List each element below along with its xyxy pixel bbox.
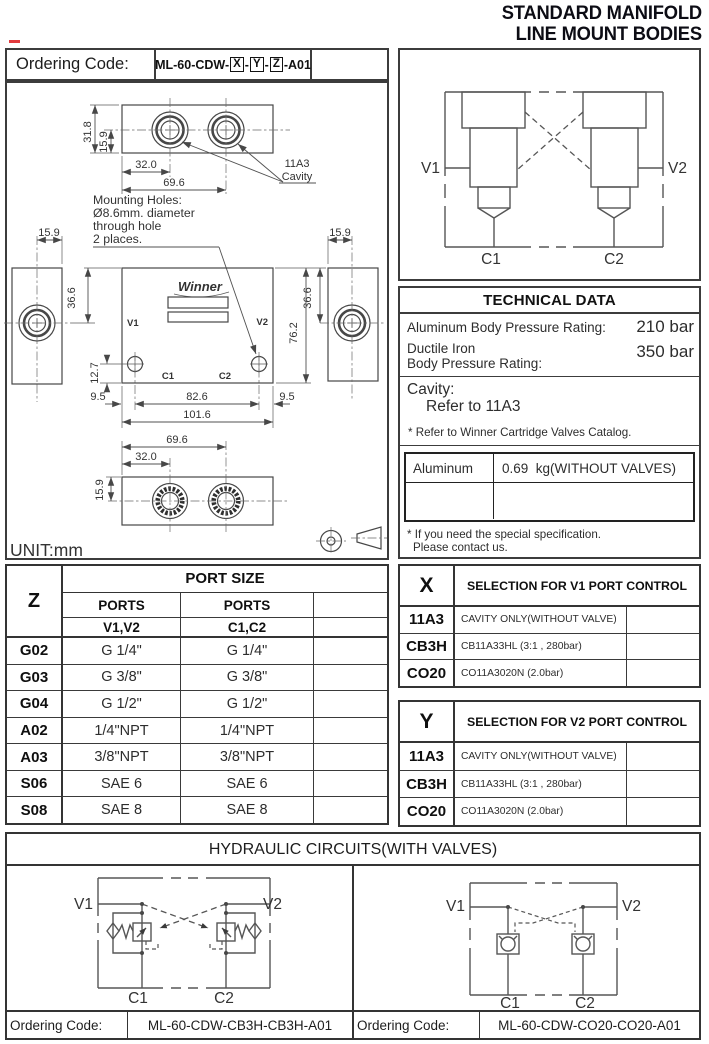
ordering-code-footer	[7, 1010, 699, 1038]
option-code: 11A3	[400, 607, 455, 633]
empty-cell	[314, 744, 387, 770]
aluminum-pressure-label: Aluminum Body Pressure Rating:	[407, 320, 606, 335]
empty-cell	[314, 593, 387, 617]
unit-label: UNIT:mm	[10, 540, 83, 560]
right-circuit-v2: V2	[622, 898, 641, 915]
port-value: 3/8"NPT	[181, 744, 314, 770]
port-size-title: PORT SIZE	[63, 566, 387, 593]
empty-cell	[627, 771, 699, 798]
empty-cell	[627, 660, 699, 686]
weight-row-empty	[406, 482, 693, 519]
cavity-circuit-panel	[398, 48, 701, 281]
port-value: 1/4"NPT	[63, 718, 181, 744]
option-code: CB3H	[400, 634, 455, 660]
weight-material: Aluminum	[406, 454, 494, 482]
winner-logo: Winner	[178, 279, 222, 294]
divider	[400, 376, 699, 377]
port-value: G 3/8"	[63, 665, 181, 691]
col2-header: PORTS	[181, 593, 314, 617]
port-value: G 1/4"	[63, 638, 181, 664]
front-port-c2: C2	[218, 371, 232, 382]
x-table-corner: X	[400, 566, 455, 605]
port-value: SAE 6	[63, 771, 181, 797]
ordering-code-sep2: -	[264, 57, 269, 72]
empty-cell	[314, 618, 387, 636]
table-row	[63, 744, 387, 771]
port-value: 1/4"NPT	[181, 718, 314, 744]
table-header-row	[400, 702, 699, 743]
mounting-note-line1: Mounting Holes:	[93, 193, 182, 207]
port-size-table	[5, 564, 389, 825]
z-code: S08	[20, 801, 48, 819]
cavity-circuit-c1: C1	[481, 251, 501, 268]
ordering-label-right: Ordering Code:	[354, 1012, 480, 1038]
weight-value: 0.69 kg(WITHOUT VALVES)	[502, 460, 677, 476]
port-value: SAE 6	[181, 771, 314, 797]
option-desc: CO11A3020N (2.0bar)	[455, 798, 627, 825]
empty-cell	[627, 798, 699, 825]
cavity-label: Cavity:	[407, 381, 455, 398]
ductile-pressure-value: 350 bar	[636, 342, 694, 361]
table-row	[400, 771, 699, 799]
y-selection-table	[398, 700, 701, 827]
option-code: CB3H	[400, 771, 455, 798]
empty-cell	[314, 797, 387, 823]
x-table-title: SELECTION FOR V1 PORT CONTROL	[467, 578, 687, 593]
weight-material-empty	[406, 483, 494, 519]
cavity-value: Refer to 11A3	[426, 398, 521, 415]
table-row	[400, 743, 699, 771]
z-code: G04	[7, 691, 61, 718]
empty-cell	[314, 665, 387, 691]
right-circuit-c2: C2	[575, 995, 595, 1012]
front-port-c1: C1	[161, 371, 175, 382]
divider	[400, 445, 699, 446]
table-row	[400, 798, 699, 825]
mounting-note-line4: 2 places.	[93, 232, 143, 246]
hydraulic-circuits-panel	[5, 832, 701, 1040]
z-code: A02	[7, 718, 61, 745]
dim-edge-right: 9.5	[279, 391, 295, 403]
z-column-header: Z	[7, 566, 61, 638]
aluminum-pressure-value: 210 bar	[636, 317, 694, 336]
mounting-note-line2: Ø8.6mm. diameter	[93, 206, 195, 220]
front-port-v2: V2	[256, 317, 268, 328]
dim-holes-span: 82.6	[186, 391, 208, 403]
cavity-circuit-v1: V1	[421, 160, 440, 177]
weight-row	[406, 454, 693, 482]
table-row	[63, 691, 387, 718]
z-code: G02	[7, 638, 61, 665]
hydraulic-circuits-title: HYDRAULIC CIRCUITS(WITH VALVES)	[7, 834, 699, 866]
dim-upper-right: 36.6	[302, 287, 314, 309]
dim-bottom-height-half: 15.9	[94, 479, 106, 501]
table-row	[63, 665, 387, 692]
hydraulic-circuits-body	[7, 866, 699, 1010]
option-desc: CAVITY ONLY(WITHOUT VALVE)	[455, 607, 627, 633]
y-table-title: SELECTION FOR V2 PORT CONTROL	[467, 714, 687, 729]
ductile-label-line2: Body Pressure Rating:	[407, 356, 543, 371]
left-circuit-c2: C2	[214, 990, 234, 1007]
table-row	[63, 638, 387, 665]
dim-top-width: 69.6	[163, 177, 185, 189]
page-title	[502, 3, 702, 44]
ordering-code-z: Z	[270, 57, 283, 72]
ordering-code-label: Ordering Code:	[7, 50, 156, 79]
page-title-line2: LINE MOUNT BODIES	[515, 22, 702, 45]
special-note-line2: Please contact us.	[413, 541, 508, 554]
mounting-note-line3: through hole	[93, 219, 162, 233]
ordering-code-left: ML-60-CDW-CB3H-CB3H-A01	[128, 1012, 354, 1038]
dim-side-left: 15.9	[38, 227, 60, 239]
table-row	[63, 771, 387, 798]
empty-cell	[314, 718, 387, 744]
left-circuit-v1: V1	[74, 896, 93, 913]
ordering-code-box	[5, 48, 389, 81]
ordering-code-right: ML-60-CDW-CO20-CO20-A01	[498, 1017, 681, 1033]
empty-cell	[314, 691, 387, 717]
ordering-code-suffix: -A01	[283, 57, 311, 72]
dim-top-width-half: 32.0	[135, 159, 157, 171]
port-value: G 1/4"	[181, 638, 314, 664]
y-table-corner: Y	[400, 702, 455, 741]
port-value: G 3/8"	[181, 665, 314, 691]
ordering-label-left: Ordering Code:	[7, 1012, 128, 1038]
dim-edge-left: 9.5	[90, 391, 106, 403]
col1-header: PORTS	[63, 593, 181, 617]
empty-cell	[627, 743, 699, 770]
option-desc: CB11A33HL (3:1 , 280bar)	[455, 771, 627, 798]
weight-table	[404, 452, 695, 522]
z-code: G03	[7, 665, 61, 692]
ordering-code-sep1: -	[244, 57, 249, 72]
table-row	[63, 593, 387, 618]
col1-subheader: V1,V2	[63, 618, 181, 636]
dim-side-right: 15.9	[329, 227, 351, 239]
circuit-cell-left	[7, 866, 354, 1010]
ordering-code-y: Y	[250, 57, 264, 72]
page-title-line1: STANDARD MANIFOLD	[501, 2, 702, 24]
option-desc: CB11A33HL (3:1 , 280bar)	[455, 634, 627, 660]
special-note-line1: * If you need the special specification.	[407, 528, 601, 541]
port-value: 3/8"NPT	[63, 744, 181, 770]
col2-subheader: C1,C2	[181, 618, 314, 636]
ordering-code-empty-cell	[312, 50, 387, 79]
table-row	[63, 618, 387, 638]
cavity-circuit-v2: V2	[668, 160, 687, 177]
cavity-callout-line1: 11A3	[284, 158, 310, 170]
front-port-v1: V1	[127, 318, 139, 329]
option-code: CO20	[400, 798, 455, 825]
empty-cell	[627, 634, 699, 660]
cavity-circuit-c2: C2	[604, 251, 624, 268]
table-header-row	[400, 566, 699, 607]
technical-drawing-panel	[5, 81, 389, 560]
ordering-code-prefix: ML-60-CDW-	[155, 57, 230, 72]
option-code: CO20	[400, 660, 455, 686]
dim-hole-offset: 12.7	[89, 362, 101, 384]
table-row	[400, 660, 699, 686]
option-desc: CAVITY ONLY(WITHOUT VALVE)	[455, 743, 627, 770]
ordering-code-value	[156, 50, 312, 79]
option-desc: CO11A3020N (2.0bar)	[455, 660, 627, 686]
left-circuit-c1: C1	[128, 990, 148, 1007]
dim-upper-left: 36.6	[66, 287, 78, 309]
weight-value-empty	[494, 483, 693, 519]
ordering-code-x: X	[230, 57, 244, 72]
empty-cell	[627, 607, 699, 633]
dim-front-width: 101.6	[183, 409, 211, 421]
technical-data-panel	[398, 286, 701, 559]
empty-cell	[314, 771, 387, 797]
dim-bottom-width: 69.6	[166, 434, 188, 446]
dim-top-height-half: 15.9	[98, 131, 110, 153]
ductile-label-line1: Ductile Iron	[407, 341, 476, 356]
table-row	[63, 797, 387, 823]
z-code: A03	[7, 744, 61, 771]
circuit-cell-right	[354, 866, 699, 1010]
cavity-callout-line2: Cavity	[281, 171, 313, 183]
empty-cell	[314, 638, 387, 664]
left-circuit-v2: V2	[263, 896, 282, 913]
port-value: SAE 8	[181, 797, 314, 823]
port-size-columns	[63, 566, 387, 823]
z-code: S06	[7, 771, 61, 798]
red-dash-mark	[9, 40, 20, 43]
dim-bottom-width-half: 32.0	[135, 451, 157, 463]
table-row	[63, 718, 387, 745]
table-row	[400, 634, 699, 661]
z-column	[7, 566, 63, 823]
dim-front-height: 76.2	[288, 322, 300, 344]
technical-data-title: TECHNICAL DATA	[400, 288, 699, 314]
dim-top-height: 31.8	[82, 121, 94, 143]
port-value: G 1/2"	[63, 691, 181, 717]
right-circuit-v1: V1	[446, 898, 465, 915]
catalog-note: * Refer to Winner Cartridge Valves Catalog.	[408, 426, 632, 439]
port-value: G 1/2"	[181, 691, 314, 717]
option-code: 11A3	[400, 743, 455, 770]
port-value: SAE 8	[63, 797, 181, 823]
right-circuit-c1: C1	[500, 995, 520, 1012]
x-selection-table	[398, 564, 701, 688]
table-row	[400, 607, 699, 634]
